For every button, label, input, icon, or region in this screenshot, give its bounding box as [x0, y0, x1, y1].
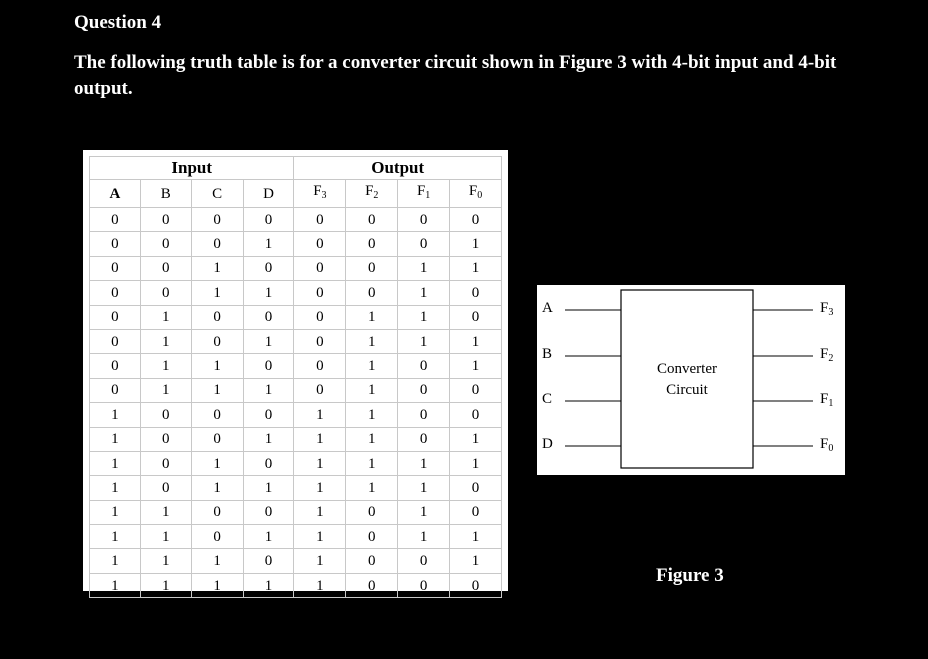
table-cell: 0 [140, 403, 191, 427]
table-cell: 1 [346, 329, 398, 353]
table-cell: 0 [243, 256, 294, 280]
input-label-b: B [542, 346, 553, 362]
table-cell: 0 [90, 354, 141, 378]
table-cell: 1 [191, 573, 243, 597]
table-cell: 1 [191, 476, 243, 500]
table-cell: 0 [294, 208, 346, 232]
table-cell: 1 [346, 378, 398, 402]
table-cell: 0 [346, 232, 398, 256]
input-label-d: D [542, 436, 553, 452]
table-cell: 0 [294, 281, 346, 305]
table-row [90, 427, 502, 451]
table-cell: 1 [450, 549, 502, 573]
output-group-header: Output [294, 157, 502, 180]
table-cell: 0 [450, 476, 502, 500]
table-cell: 1 [294, 573, 346, 597]
table-cell: 0 [450, 403, 502, 427]
table-cell: 1 [450, 354, 502, 378]
output-label-f2: $F_2$ [820, 346, 834, 364]
output-label-f3: $F_3$ [820, 300, 834, 318]
converter-box-label [621, 359, 753, 401]
table-cell: 0 [398, 208, 450, 232]
table-cell: 1 [140, 500, 191, 524]
table-cell: 0 [294, 329, 346, 353]
table-cell: 0 [346, 500, 398, 524]
table-cell: 0 [191, 232, 243, 256]
table-cell: 1 [90, 573, 141, 597]
table-cell: 1 [191, 451, 243, 475]
table-cell: 0 [191, 500, 243, 524]
table-cell: 1 [450, 427, 502, 451]
table-cell: 0 [398, 378, 450, 402]
table-cell: 1 [243, 573, 294, 597]
table-cell: 0 [140, 281, 191, 305]
table-cell: 1 [140, 354, 191, 378]
table-row [90, 451, 502, 475]
figure-caption: Figure 3 [656, 565, 724, 586]
table-cell: 1 [90, 549, 141, 573]
table-cell: 1 [90, 427, 141, 451]
table-cell: 0 [243, 451, 294, 475]
table-cell: 1 [90, 500, 141, 524]
column-header: $F_1$ [398, 180, 450, 208]
table-cell: 1 [346, 427, 398, 451]
table-cell: 0 [140, 451, 191, 475]
table-cell: 0 [191, 329, 243, 353]
input-label-a: A [542, 300, 553, 316]
table-cell: 0 [294, 354, 346, 378]
table-cell: 1 [243, 427, 294, 451]
table-cell: 1 [346, 354, 398, 378]
table-cell: 0 [243, 500, 294, 524]
table-cell: 0 [90, 256, 141, 280]
table-cell: 1 [243, 281, 294, 305]
table-cell: 0 [243, 305, 294, 329]
table-row [90, 573, 502, 597]
table-row [90, 329, 502, 353]
table-cell: 1 [450, 329, 502, 353]
table-row [90, 403, 502, 427]
table-row [90, 354, 502, 378]
table-cell: 1 [140, 525, 191, 549]
table-cell: 0 [398, 427, 450, 451]
table-row [90, 208, 502, 232]
converter-figure [537, 285, 845, 475]
table-cell: 0 [398, 549, 450, 573]
converter-box-line1: Converter [657, 361, 717, 377]
table-cell: 1 [398, 451, 450, 475]
table-cell: 0 [90, 305, 141, 329]
table-cell: 0 [294, 256, 346, 280]
table-row [90, 281, 502, 305]
table-cell: 0 [90, 329, 141, 353]
table-cell: 1 [294, 549, 346, 573]
question-title: Question 4 [74, 12, 162, 33]
table-cell: 0 [346, 573, 398, 597]
table-cell: 1 [346, 476, 398, 500]
table-cell: 0 [346, 281, 398, 305]
table-cell: 0 [294, 232, 346, 256]
table-row [90, 232, 502, 256]
table-cell: 1 [90, 451, 141, 475]
table-cell: 0 [90, 378, 141, 402]
table-cell: 1 [90, 476, 141, 500]
table-cell: 1 [398, 476, 450, 500]
truth-table [89, 156, 502, 598]
table-cell: 1 [243, 525, 294, 549]
truth-table-panel [83, 150, 508, 594]
table-column-header-row [90, 180, 502, 208]
table-cell: 1 [346, 451, 398, 475]
table-cell: 0 [140, 427, 191, 451]
table-cell: 1 [140, 305, 191, 329]
table-cell: 1 [191, 378, 243, 402]
table-cell: 1 [140, 573, 191, 597]
table-cell: 0 [243, 403, 294, 427]
table-cell: 1 [398, 305, 450, 329]
column-header: B [140, 180, 191, 208]
table-cell: 1 [294, 525, 346, 549]
table-cell: 0 [140, 232, 191, 256]
table-cell: 1 [294, 476, 346, 500]
table-row [90, 476, 502, 500]
table-row [90, 500, 502, 524]
table-cell: 0 [450, 573, 502, 597]
table-group-header-row [90, 157, 502, 180]
input-label-c: C [542, 391, 553, 407]
table-row [90, 256, 502, 280]
table-cell: 0 [243, 549, 294, 573]
table-cell: 1 [398, 329, 450, 353]
table-cell: 0 [191, 525, 243, 549]
table-cell: 0 [398, 354, 450, 378]
table-cell: 0 [191, 403, 243, 427]
table-cell: 1 [90, 525, 141, 549]
table-cell: 0 [398, 403, 450, 427]
table-cell: 1 [294, 451, 346, 475]
column-header: D [243, 180, 294, 208]
table-cell: 1 [243, 378, 294, 402]
table-cell: 1 [398, 281, 450, 305]
table-cell: 0 [294, 305, 346, 329]
table-cell: 1 [294, 427, 346, 451]
column-header: $F_2$ [346, 180, 398, 208]
table-cell: 0 [191, 427, 243, 451]
table-cell: 1 [191, 549, 243, 573]
input-group-header: Input [90, 157, 294, 180]
table-cell: 0 [191, 208, 243, 232]
table-cell: 0 [450, 281, 502, 305]
table-cell: 0 [450, 305, 502, 329]
table-cell: 0 [90, 232, 141, 256]
column-header: $F_3$ [294, 180, 346, 208]
table-row [90, 378, 502, 402]
converter-box-line2: Circuit [666, 382, 708, 398]
column-header: C [191, 180, 243, 208]
table-cell: 0 [398, 232, 450, 256]
column-header: $F_0$ [450, 180, 502, 208]
table-cell: 0 [90, 208, 141, 232]
table-cell: 0 [450, 208, 502, 232]
table-cell: 1 [191, 256, 243, 280]
table-cell: 1 [140, 329, 191, 353]
table-cell: 1 [294, 403, 346, 427]
table-cell: 1 [450, 256, 502, 280]
table-cell: 1 [450, 525, 502, 549]
table-cell: 1 [140, 378, 191, 402]
table-cell: 1 [450, 451, 502, 475]
table-cell: 0 [398, 573, 450, 597]
table-cell: 1 [243, 476, 294, 500]
table-cell: 0 [140, 476, 191, 500]
table-cell: 1 [90, 403, 141, 427]
table-cell: 0 [346, 208, 398, 232]
table-cell: 0 [191, 305, 243, 329]
table-cell: 1 [191, 354, 243, 378]
table-cell: 1 [398, 256, 450, 280]
table-cell: 0 [90, 281, 141, 305]
table-cell: 1 [191, 281, 243, 305]
output-label-f1: $F_1$ [820, 391, 834, 409]
output-label-f0: $F_0$ [820, 436, 834, 454]
table-row [90, 525, 502, 549]
table-cell: 1 [243, 232, 294, 256]
table-cell: 0 [243, 208, 294, 232]
table-row [90, 305, 502, 329]
table-cell: 0 [140, 208, 191, 232]
table-cell: 1 [398, 525, 450, 549]
table-cell: 1 [346, 305, 398, 329]
table-cell: 1 [140, 549, 191, 573]
table-cell: 1 [398, 500, 450, 524]
table-cell: 0 [450, 500, 502, 524]
column-header: A [90, 180, 141, 208]
table-cell: 0 [450, 378, 502, 402]
table-cell: 0 [294, 378, 346, 402]
question-text: The following truth table is for a converter circuit shown in Figure 3 with 4-bit input and 4-bit output. [74, 52, 837, 99]
table-cell: 1 [450, 232, 502, 256]
table-cell: 0 [346, 525, 398, 549]
table-cell: 0 [346, 549, 398, 573]
table-cell: 0 [140, 256, 191, 280]
table-cell: 1 [243, 329, 294, 353]
table-cell: 1 [346, 403, 398, 427]
table-cell: 1 [294, 500, 346, 524]
table-cell: 0 [243, 354, 294, 378]
table-row [90, 549, 502, 573]
table-cell: 0 [346, 256, 398, 280]
